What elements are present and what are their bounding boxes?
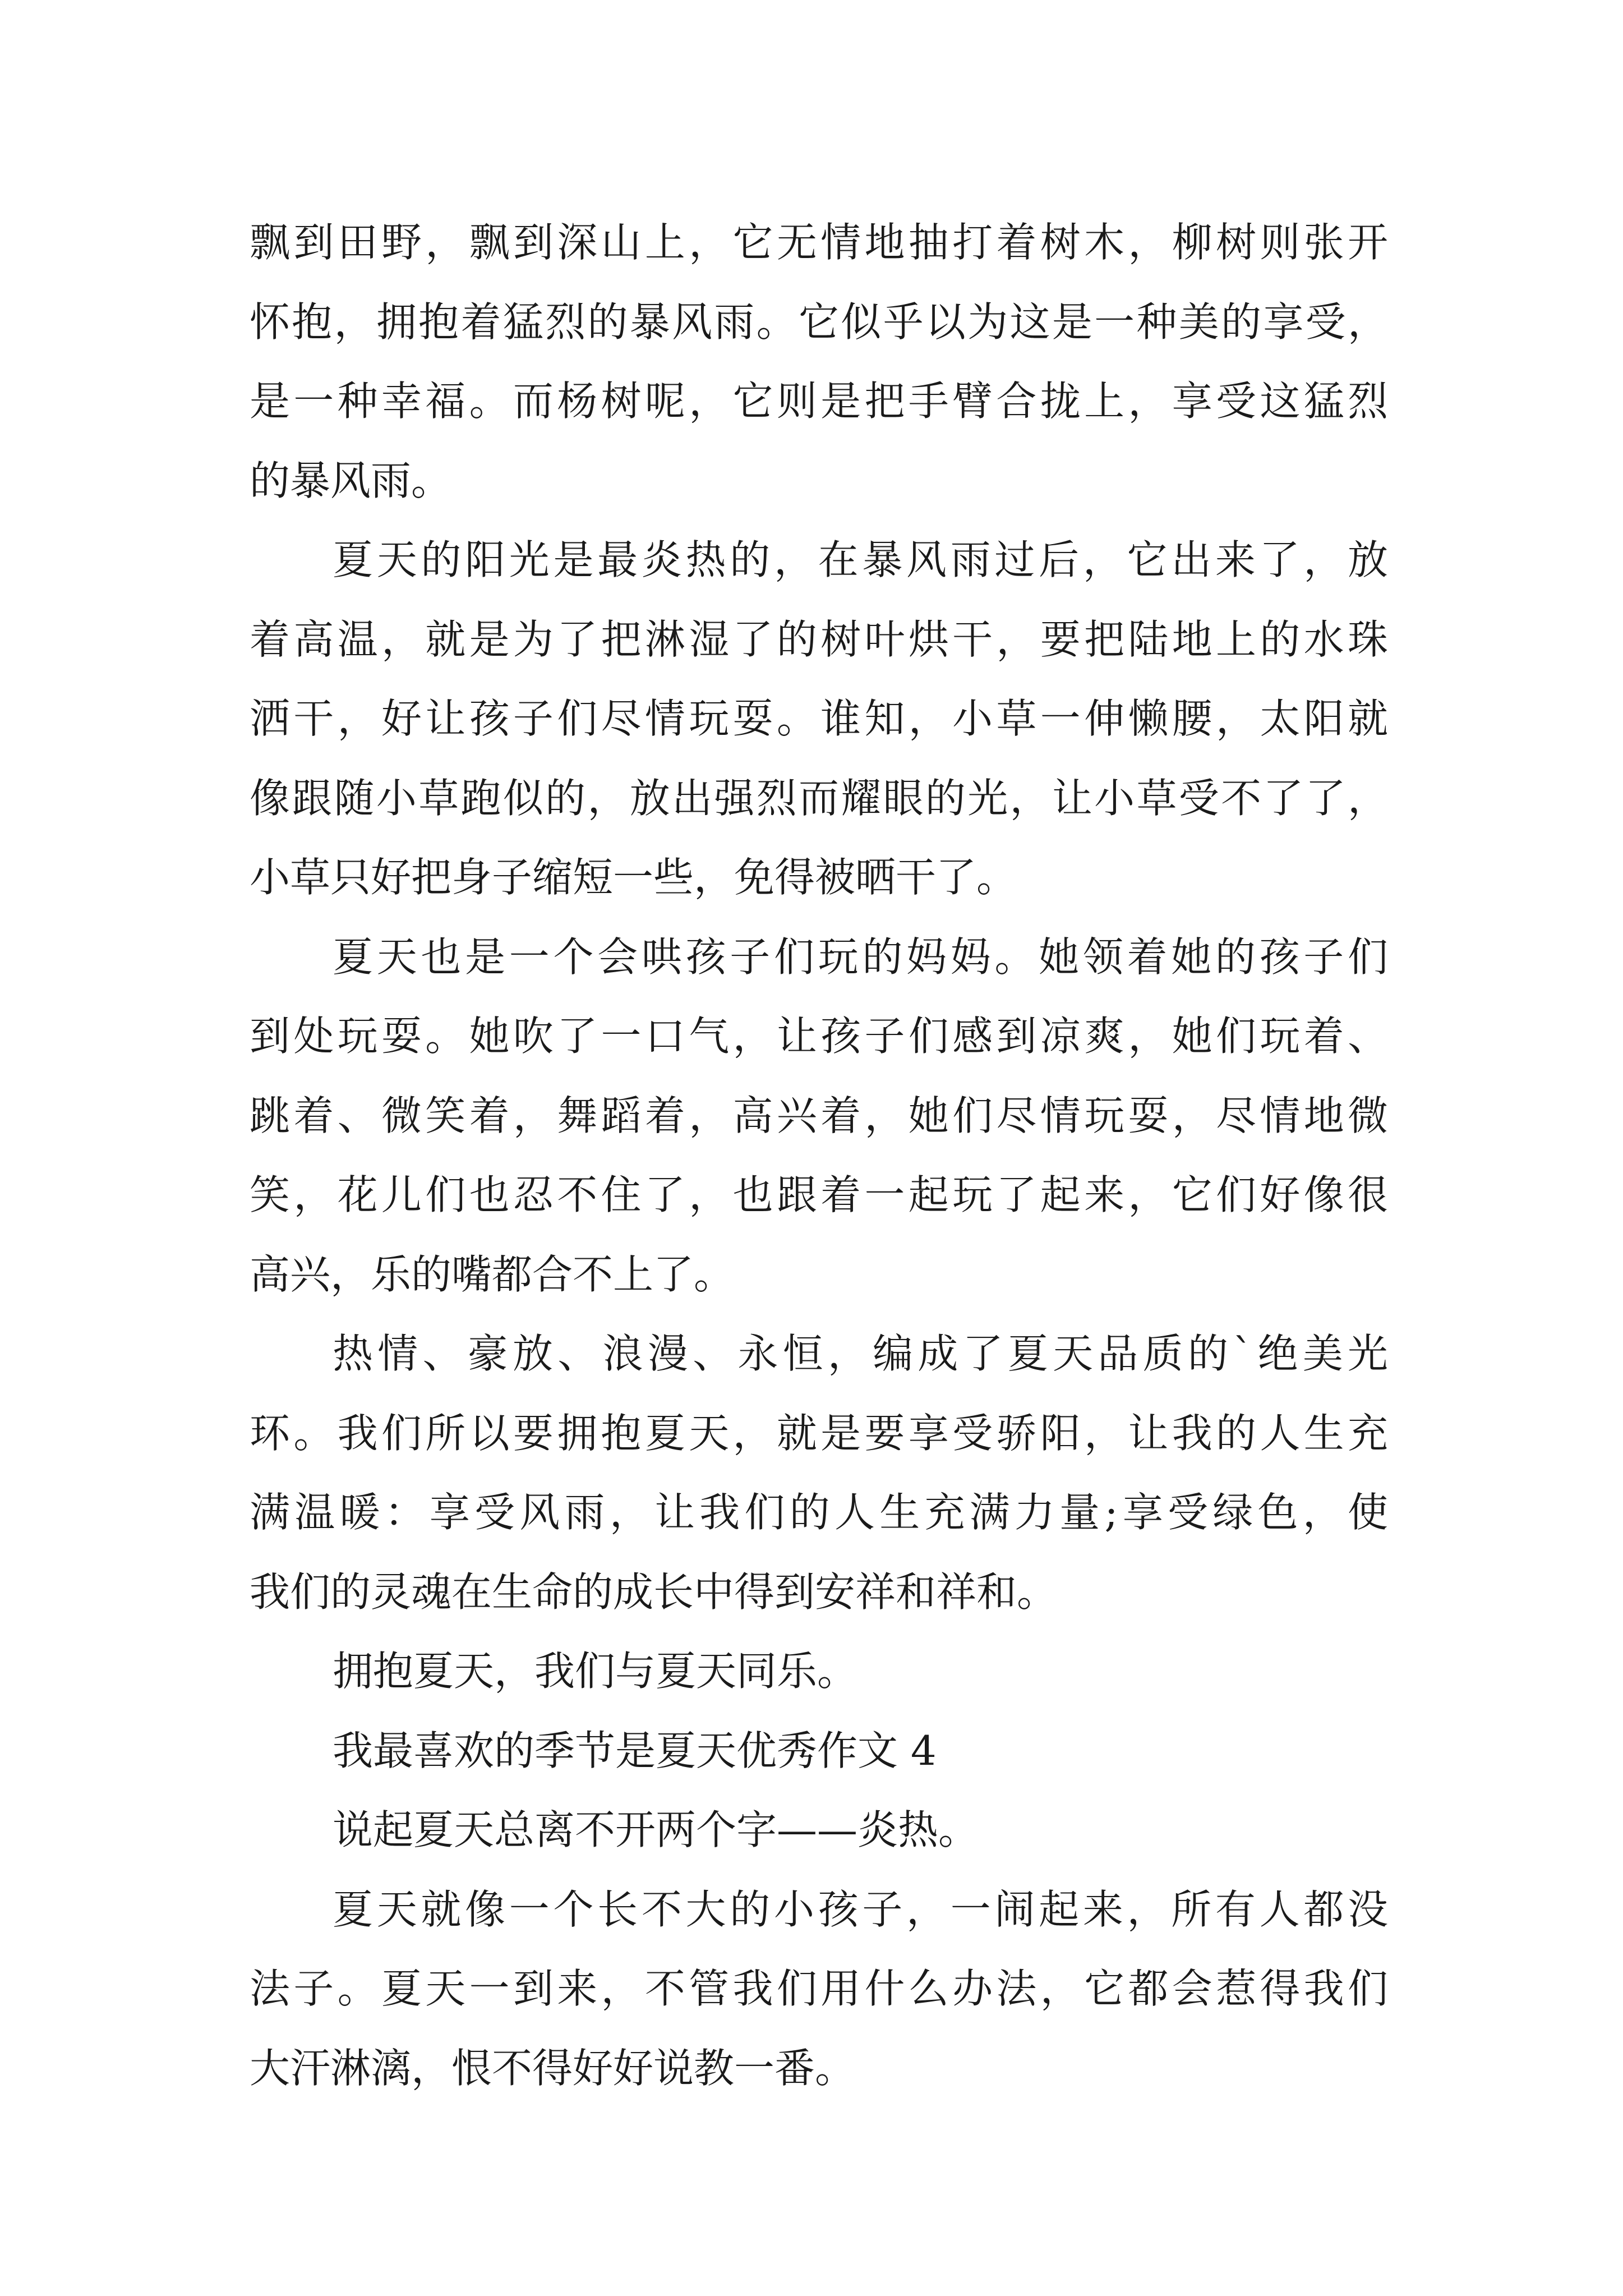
essay-body — [250, 203, 1388, 2108]
text-line: 满温暖：享受风雨，让我们的人生充满力量;享受绿色，使 — [250, 1489, 1388, 1536]
text-line: 说起夏天总离不开两个字——炎热。 — [333, 1806, 979, 1853]
text-line: 热情、豪放、浪漫、永恒，编成了夏天品质的`绝美光 — [333, 1330, 1388, 1377]
text-line: 小草只好把身子缩短一些，免得被晒干了。 — [250, 854, 1017, 901]
text-line: 夏天的阳光是最炎热的，在暴风雨过后，它出来了，放 — [333, 536, 1388, 583]
section-heading: 我最喜欢的季节是夏天优秀作文 4 — [333, 1727, 937, 1774]
text-line: 笑，花儿们也忍不住了，也跟着一起玩了起来，它们好像很 — [250, 1171, 1388, 1218]
text-line: 飘到田野，飘到深山上，它无情地抽打着树木，柳树则张开 — [250, 219, 1388, 266]
text-line: 环。我们所以要拥抱夏天，就是要享受骄阳，让我的人生充 — [250, 1409, 1388, 1457]
text-line: 拥抱夏天，我们与夏天同乐。 — [333, 1648, 858, 1695]
text-line: 大汗淋漓，恨不得好好说教一番。 — [250, 2044, 856, 2092]
text-line: 的暴风雨。 — [250, 457, 452, 504]
text-line: 怀抱，拥抱着猛烈的暴风雨。它似乎以为这是一种美的享受， — [250, 298, 1388, 346]
text-line: 到处玩耍。她吹了一口气，让孩子们感到凉爽，她们玩着、 — [250, 1013, 1388, 1060]
text-line: 高兴，乐的嘴都合不上了。 — [250, 1250, 735, 1298]
text-line: 着高温，就是为了把淋湿了的树叶烘干，要把陆地上的水珠 — [250, 615, 1388, 663]
text-line: 像跟随小草跑似的，放出强烈而耀眼的光，让小草受不了了， — [250, 774, 1388, 822]
text-line: 我们的灵魂在生命的成长中得到安祥和祥和。 — [250, 1568, 1058, 1616]
text-line: 夏天就像一个长不大的小孩子，一闹起来，所有人都没 — [333, 1885, 1388, 1933]
text-line: 法子。夏天一到来，不管我们用什么办法，它都会惹得我们 — [250, 1965, 1388, 2012]
text-line: 跳着、微笑着，舞蹈着，高兴着，她们尽情玩耍，尽情地微 — [250, 1092, 1388, 1139]
text-line: 夏天也是一个会哄孩子们玩的妈妈。她领着她的孩子们 — [333, 933, 1388, 981]
text-line: 洒干，好让孩子们尽情玩耍。谁知，小草一伸懒腰，太阳就 — [250, 695, 1388, 742]
text-line: 是一种幸福。而杨树呢，它则是把手臂合拢上，享受这猛烈 — [250, 378, 1388, 425]
